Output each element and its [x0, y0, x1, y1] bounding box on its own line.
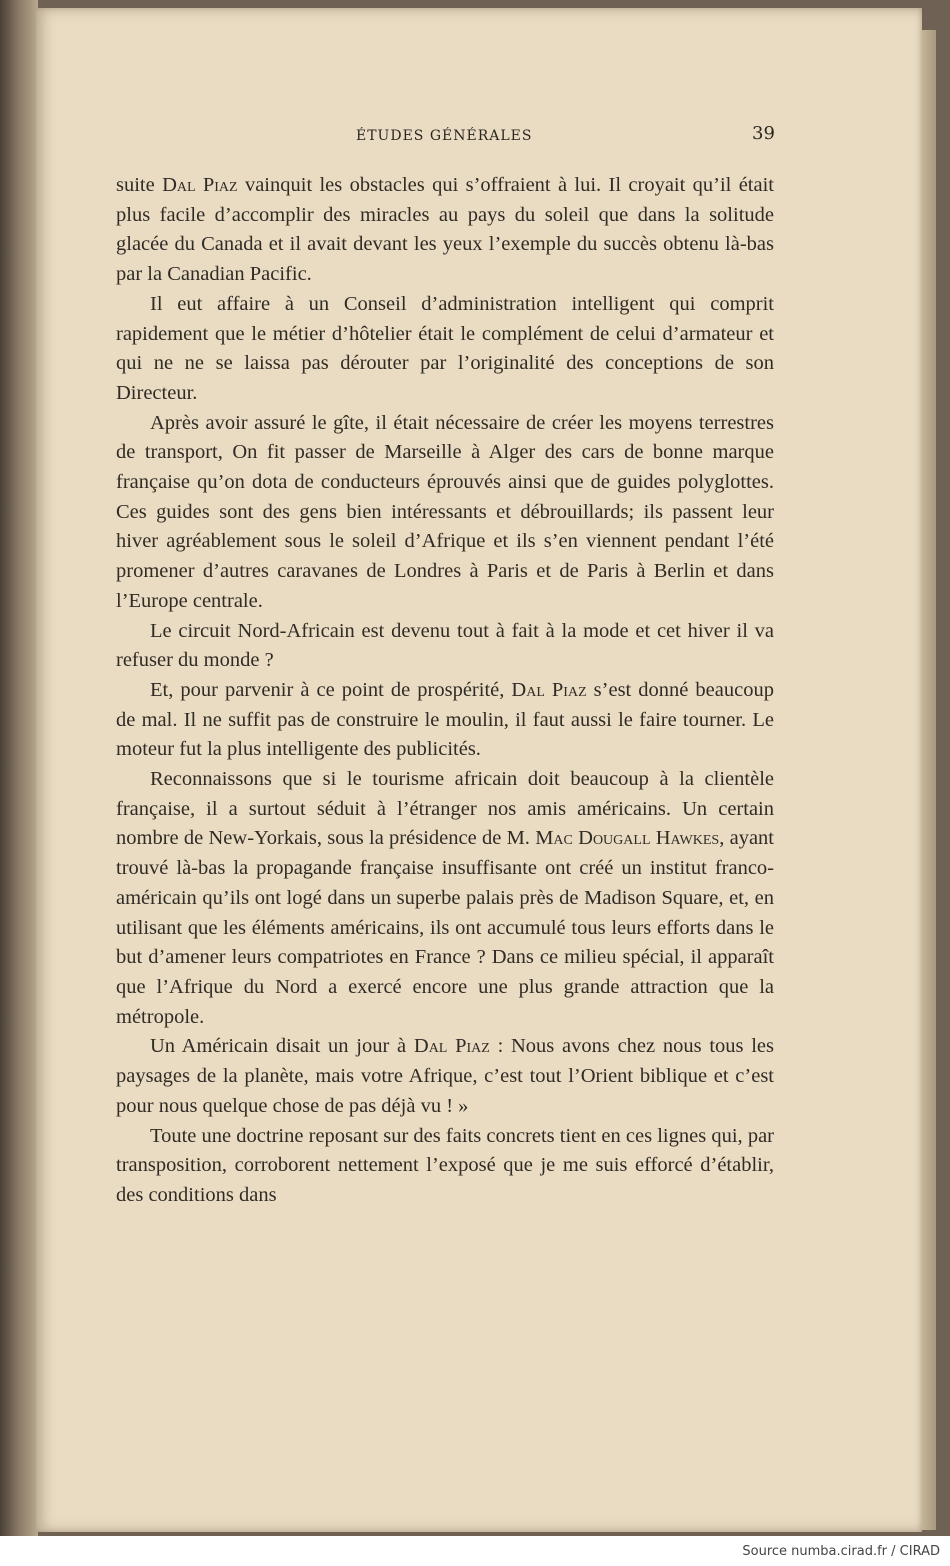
paragraph-8: Toute une doctrine reposant sur des faits concrets tient en ces lignes qui, par transposition, corroborent nettement l’exposé que je me suis efforcé d’établir, des conditions dans — [116, 1124, 774, 1206]
text-run: vainquit les obstacles qui s’offraient à lui. Il croyait qu’il était plus facile d’accomplir des miracles au pays du soleil que dans la solitude glacée du Canada et il avait devant les yeux l’exemple du succès obtenu là-bas par la Canadian Pacific. — [116, 174, 774, 286]
person-name: Dal Piaz — [511, 678, 587, 701]
paragraph-6 — [116, 765, 774, 1032]
body-text — [116, 171, 774, 1211]
paragraph-7 — [116, 1032, 774, 1121]
paragraph-1 — [116, 171, 774, 290]
person-name: Dal Piaz — [413, 1035, 490, 1058]
source-credit: Source numba.cirad.fr / CIRAD — [742, 1544, 940, 1559]
text-run: Et, pour parvenir à ce point de prospérité, — [150, 678, 512, 701]
page-number: 39 — [752, 123, 775, 144]
text-run: : Nous avons chez nous tous les paysages de la planète, mais votre Afrique, c’est tout l’Orient biblique et c’est pour nous quelque chose de pas déjà vu ! » — [116, 1035, 774, 1117]
text-run: suite — [116, 174, 163, 196]
person-name: Dal Piaz — [162, 174, 238, 196]
text-run: , ayant trouvé là-bas la propagande française insuffisante ont créé un institut franco-américain qu’ils ont logé dans un superbe palais près de Madison Square, et, en utilisant que les éléments américains, ils ont accumulé tous leurs efforts dans le but d’amener leurs compatriotes en France ? Dans ce milieu spécial, il apparaît que l’Afrique du Nord a exercé encore une plus grande attraction que la métropole. — [116, 827, 775, 1028]
previous-page-edge — [0, 0, 38, 1536]
text-run: Reconnaissons que si le tourisme africain doit beaucoup à la clientèle française, il a surtout séduit à l’étranger nos amis américains. Un certain nombre de New-Yorkais, sous la présidence de M. — [116, 768, 774, 850]
paragraph-5 — [116, 676, 774, 765]
text-run: Un Américain disait un jour à — [150, 1035, 414, 1058]
running-title: ÉTUDES GÉNÉRALES — [356, 128, 533, 144]
paragraph-4: Le circuit Nord-Africain est devenu tout à fait à la mode et cet hiver il va refuser du monde ? — [116, 619, 774, 672]
person-name: Mac Dougall Hawkes — [535, 827, 720, 850]
paragraph-2: Il eut affaire à un Conseil d’administration intelligent qui comprit rapidement que le métier d’hôtelier était le complément de celui d’armateur et qui ne ne se laissa pas dérouter par l’originalité des conceptions de son Directeur. — [116, 292, 774, 404]
text-run: s’est donné beaucoup de mal. Il ne suffit pas de construire le moulin, il faut aussi le faire tourner. Le moteur fut la plus intelligente des publicités. — [116, 678, 774, 761]
paragraph-3: Après avoir assuré le gîte, il était nécessaire de créer les moyens terrestres de transport, On fit passer de Marseille à Alger des cars de bonne marque française qu’on dota de conducteurs éprouvés ainsi que de guides polyglottes. Ces guides sont des gens bien intéressants et débrouillards; ils passent leur hiver agréablement sous le soleil d’Afrique et ils s’en viennent pendant l’été promener d’autres caravanes de Londres à Paris et de Paris à Berlin et dans l’Europe centrale. — [116, 411, 774, 612]
